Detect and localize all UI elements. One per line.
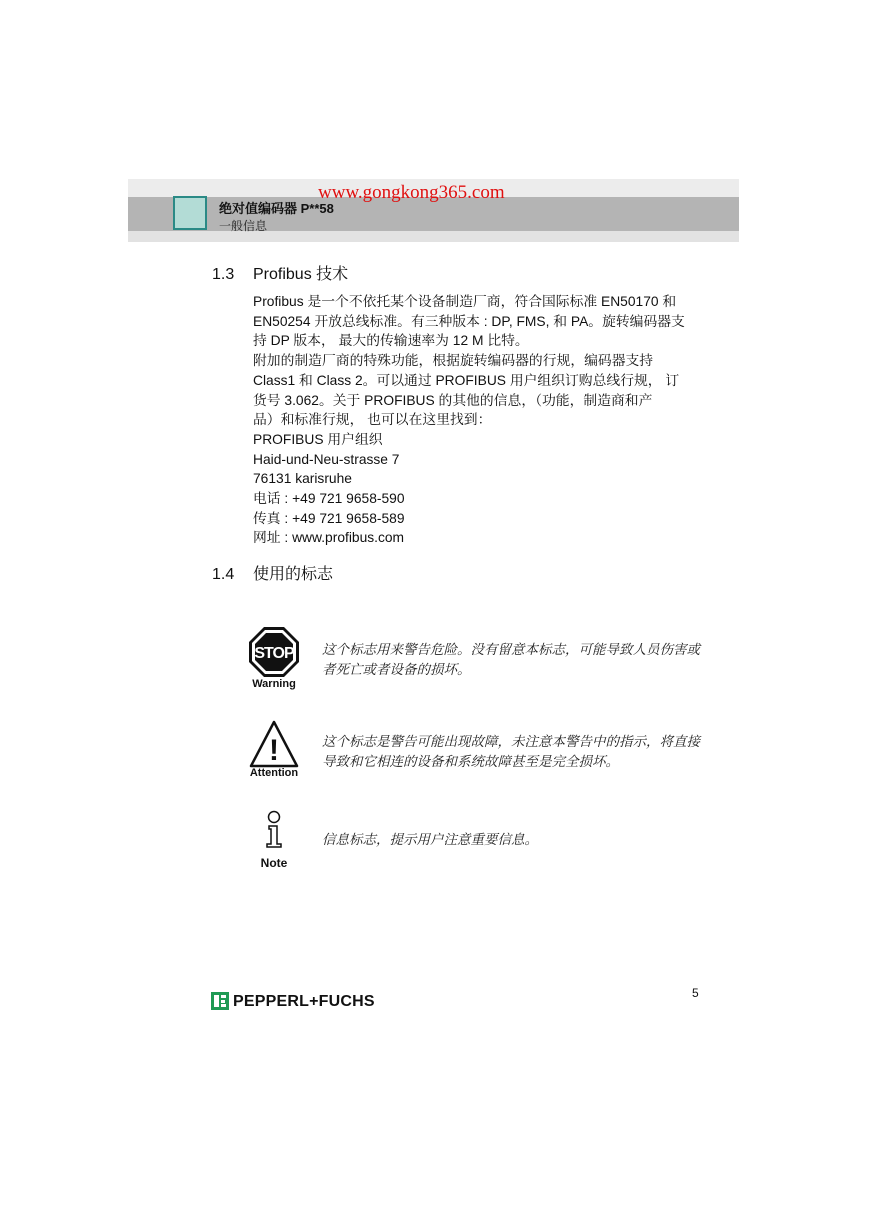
document-subtitle: 一般信息 [219, 219, 268, 233]
header-marker-square [173, 196, 207, 230]
attention-label: Attention [249, 767, 299, 779]
body-line: 货号 3.062。关于 PROFIBUS 的其他的信息，（功能，制造商和产 [253, 392, 653, 408]
note-description: 信息标志，提示用户注意重要信息。 [322, 832, 538, 847]
watermark-url: www.gongkong365.com [318, 182, 505, 203]
body-line: Class1 和 Class 2。可以通过 PROFIBUS 用户组织订购总线行规， 订 [253, 372, 680, 388]
fax-number: 传真 : +49 721 9658-589 [253, 510, 405, 526]
brand-name: PEPPERL+FUCHS [233, 993, 375, 1010]
section-title: 使用的标志 [253, 566, 334, 583]
attention-sign-row [246, 719, 706, 785]
phone-number: 电话 : +49 721 9658-590 [253, 491, 405, 507]
website-url: 网址 : www.profibus.com [253, 530, 405, 546]
pepperl-fuchs-icon [211, 992, 229, 1010]
body-line: EN50254 开放总线标准。有三种版本 : DP, FMS, 和 PA。旋转编码器支 [253, 313, 685, 329]
warning-triangle-icon [246, 719, 302, 779]
warning-sign-row [246, 626, 706, 696]
address-organization: PROFIBUS 用户组织 [253, 431, 383, 447]
stop-sign-icon [246, 626, 302, 690]
address-street: Haid-und-Neu-strasse 7 [253, 451, 400, 467]
attention-description: 这个标志是警告可能出现故障，未注意本警告中的指示，将直接导致和它相连的设备和系统故障甚至是完全损坏。 [322, 734, 700, 769]
body-line: Profibus 是一个不依托某个设备制造厂商，符合国际标准 EN50170 和 [253, 294, 677, 309]
body-line: 附加的制造厂商的特殊功能，根据旋转编码器的行规，编码器支持 [253, 353, 654, 369]
exclamation-mark: ! [269, 734, 279, 767]
section-title: Profibus 技术 [253, 266, 349, 283]
profibus-body-text [253, 292, 703, 548]
warning-label: Warning [252, 678, 296, 690]
document-title: 绝对值编码器 P**58 [219, 201, 334, 216]
page-number: 5 [692, 986, 699, 1000]
note-label: Note [260, 856, 288, 870]
section-number: 1.4 [212, 566, 235, 583]
section-number: 1.3 [212, 266, 235, 283]
body-line: 持 DP 版本， 最大的传输速率为 12 M 比特。 [253, 333, 529, 349]
body-line: 品）和标准行规， 也可以在这里找到： [253, 412, 492, 428]
info-icon [246, 810, 302, 870]
section-heading-1-4 [212, 561, 333, 584]
address-city: 76131 karisruhe [253, 471, 352, 487]
note-sign-row [246, 810, 706, 874]
warning-description: 这个标志用来警告危险。没有留意本标志，可能导致人员伤害或者死亡或者设备的损坏。 [322, 642, 700, 677]
stop-sign-text: STOP [254, 645, 294, 662]
section-heading-1-3 [212, 261, 348, 284]
